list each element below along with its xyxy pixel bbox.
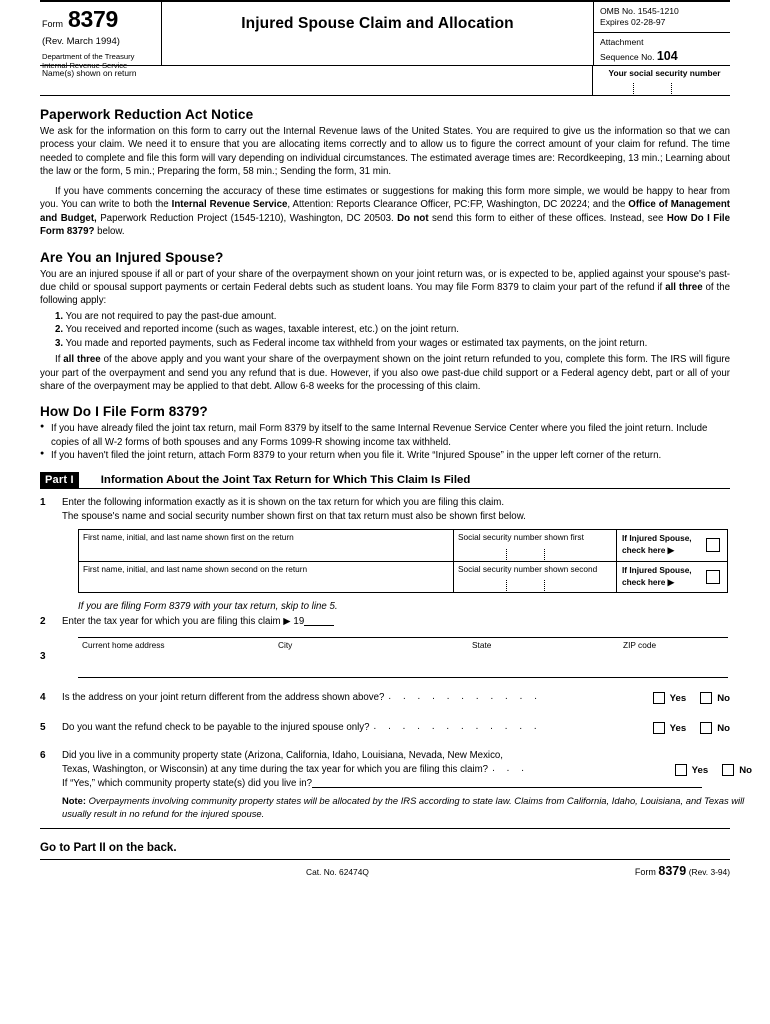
form-masthead xyxy=(40,0,730,71)
go-to-part-2-text: Go to Part II on the back. xyxy=(40,841,177,855)
line-1-text-a: Enter the following information exactly as it is shown on the tax return for which you are filing this claim. xyxy=(62,496,505,508)
injured-spouse-check-cell-2 xyxy=(617,562,727,592)
injured-spouse-closing xyxy=(40,353,730,393)
form-word-label: Form xyxy=(42,19,63,29)
check-label-1a: If Injured Spouse, xyxy=(622,532,692,543)
line-5-no-checkbox[interactable] xyxy=(700,722,712,734)
omb-block xyxy=(594,2,730,33)
dot-leader: . . . . . . . . . . . xyxy=(388,691,542,703)
line-5-number: 5 xyxy=(40,722,46,734)
zip-code-label: ZIP code xyxy=(623,640,657,651)
table-row xyxy=(79,561,727,592)
ssn-label-1: Social security number shown first xyxy=(458,531,584,542)
injured-spouse-checkbox-2[interactable] xyxy=(706,570,720,584)
masthead-omb-cell xyxy=(593,2,730,65)
line-6-text-b: Texas, Washington, or Wisconsin) at any time during the tax year for which you are filing this claim? xyxy=(62,764,489,776)
line-2-text-wrap xyxy=(62,615,334,629)
how-to-file-heading: How Do I File Form 8379? xyxy=(40,404,208,420)
line-6-text-c-wrap xyxy=(62,777,752,791)
your-ssn-field[interactable] xyxy=(593,66,730,95)
names-shown-field[interactable] xyxy=(40,66,593,95)
line-4-number: 4 xyxy=(40,692,46,704)
line-4-row xyxy=(40,691,730,705)
list-item xyxy=(40,323,730,336)
form-title: Injured Spouse Claim and Allocation xyxy=(241,15,514,32)
line-5-answer-group xyxy=(653,721,730,734)
line-6-yes-checkbox[interactable] xyxy=(675,764,687,776)
is-closing-allthree: all three xyxy=(63,354,101,366)
footer-rule xyxy=(40,859,730,860)
ssn-field-2[interactable] xyxy=(454,562,617,592)
dot-leader: . . . xyxy=(492,763,529,775)
pw-p2-howfile: How Do I File Form 8379? xyxy=(40,212,730,238)
current-home-address-label: Current home address xyxy=(82,640,165,651)
ssn-divider-ticks xyxy=(454,549,616,560)
state-label: State xyxy=(472,640,492,651)
list-item xyxy=(40,310,730,323)
line-6-text-c: If “Yes,” which community property state(s) did you live in? xyxy=(62,778,313,790)
line-3-row xyxy=(40,637,730,678)
line-6-question-line xyxy=(62,763,752,777)
ssn-field-1[interactable] xyxy=(454,530,617,561)
community-property-states-input[interactable] xyxy=(312,777,702,788)
attachment-block xyxy=(594,33,730,65)
how-to-file-bullets xyxy=(40,422,730,462)
line-6-note-label: Note: xyxy=(62,795,86,807)
is-closing-b: of the above apply and you want your share of the overpayment shown on the joint return refunded to you, complete this form. The IRS will figure your part of the overpayment and send you any refund that is due. However, if you also owe past-due child support or a Federal agency debt, part or all of your share of the overpayment may be applied to that debt. Allow 6-8 weeks for the processing of this claim. xyxy=(40,354,730,392)
criteria-num-1: 1. xyxy=(55,310,64,322)
catalog-number: Cat. No. 62474Q xyxy=(306,867,369,878)
pw-p2-a: If you have comments concerning the accuracy of these time estimates or suggestions for making this form more simple, we would be happy to hear from you. You can write to both the xyxy=(40,185,730,211)
part-1-title: Information About the Joint Tax Return for Which This Claim Is Filed xyxy=(100,473,471,486)
paperwork-paragraph-2 xyxy=(40,185,730,239)
is-intro-b: of the following apply: xyxy=(40,281,730,307)
masthead-form-identity xyxy=(40,2,162,71)
line-5-text: Do you want the refund check to be payable to the injured spouse only? xyxy=(62,722,370,734)
criteria-text-1: You are not required to pay the past-due amount. xyxy=(65,310,277,322)
criteria-text-3: You made and reported payments, such as Federal income tax withheld from your wages or estimated tax payments, on the joint return. xyxy=(65,337,648,349)
injured-spouse-criteria-list xyxy=(40,310,730,350)
line-6-yes-label: Yes xyxy=(691,764,709,776)
footer-row xyxy=(40,864,730,878)
line-6-answer-group xyxy=(675,763,752,776)
masthead-title-cell xyxy=(162,2,593,65)
list-item: ● If you haven't filed the joint return, attach Form 8379 to your return when you file it. Write “Injured Spouse” in the upper left corner of the return. xyxy=(40,449,730,462)
pw-p2-c: , Attention: Reports Clearance Officer, PC:FP, Washington, DC 20224; and the xyxy=(287,199,629,211)
department-line-2: Internal Revenue Service xyxy=(42,61,128,71)
line-1-number: 1 xyxy=(40,496,46,508)
line-2-row xyxy=(40,615,730,629)
line-6-row xyxy=(40,749,752,820)
first-name-field-2[interactable] xyxy=(79,562,454,592)
first-name-field-1[interactable] xyxy=(79,530,454,561)
your-ssn-label: Your social security number xyxy=(608,68,721,78)
pw-p2-d: Paperwork Reduction Project (1545-1210), Washington, DC 20503. xyxy=(96,212,398,224)
line-6-note-text: Overpayments involving community property states will be allocated by the IRS according to state law. Claims from California, Idaho, Louisiana, and Texas will usually result in no refund for the injured spouse. xyxy=(62,795,745,820)
taxpayer-identity-row xyxy=(40,66,730,96)
pw-p2-donot: Do not xyxy=(397,212,429,224)
line-6-note xyxy=(62,794,752,820)
injured-spouse-check-cell-1 xyxy=(617,530,727,561)
line-4-yes-checkbox[interactable] xyxy=(653,692,665,704)
line-4-text: Is the address on your joint return different from the address shown above? xyxy=(62,692,385,704)
line-4-no-checkbox[interactable] xyxy=(700,692,712,704)
check-label-1b: check here ▶ xyxy=(622,544,675,555)
table-row xyxy=(79,530,727,561)
part-1-tag: Part I xyxy=(40,472,79,488)
skip-to-line5-note: If you are filing Form 8379 with your tax return, skip to line 5. xyxy=(78,600,338,612)
line-5-no-label: No xyxy=(717,722,730,734)
paperwork-paragraph-1: We ask for the information on this form to carry out the Internal Revenue laws of the United States. You are required to give us the information so that we can process your claim. We need it to ensure that you are allocating items correctly and to allow us to figure the correct amount of your claim for refund. The time needed to complete and file this form will vary depending on individual circumstances. The estimated average times are: Recordkeeping, 13 min.; Learning about the law or the form, 5 min.; Preparing the form, 58 min.; Sending the form, 31 min. xyxy=(40,126,730,178)
line-6-no-label: No xyxy=(739,764,752,776)
injured-spouse-intro xyxy=(40,268,730,308)
footer-form-word: Form xyxy=(634,867,656,878)
form-number: 8379 xyxy=(68,6,118,32)
skip-to-line5-note-wrap xyxy=(78,600,730,615)
list-item xyxy=(40,337,730,350)
line-1-text-b: The spouse's name and social security number shown first on that tax return must also be shown first below. xyxy=(62,510,526,522)
part1-bottom-rule xyxy=(40,828,730,829)
attachment-label: Attachment xyxy=(600,36,644,47)
line-6-text-a: Did you live in a community property state (Arizona, California, Idaho, Louisiana, Nevada, New Mexico, xyxy=(62,750,503,762)
line-5-yes-label: Yes xyxy=(669,722,687,734)
first-name-label-2: First name, initial, and last name shown second on the return xyxy=(83,563,308,574)
omb-expiry: Expires 02-28-97 xyxy=(600,17,666,28)
department-line-1: Department of the Treasury xyxy=(42,52,135,61)
criteria-num-3: 3. xyxy=(55,337,64,349)
line-6-no-checkbox[interactable] xyxy=(722,764,734,776)
criteria-text-2: You received and reported income (such as wages, taxable interest, etc.) on the joint return. xyxy=(65,324,459,336)
line-4-answer-group xyxy=(653,691,730,704)
dot-leader: . . . . . . . . . . . . xyxy=(373,721,542,733)
list-item: ● If you have already filed the joint tax return, mail Form 8379 by itself to the same Internal Revenue Service Center where you filed the joint return. Include copies of all W-2 forms of both spouses and any Forms 1099-R showing income tax withheld. xyxy=(40,422,730,449)
omb-number: OMB No. 1545-1210 xyxy=(600,6,679,16)
line-4-no-label: No xyxy=(717,692,730,704)
line-2-text: Enter the tax year for which you are filing this claim ▶ 19 xyxy=(62,616,305,628)
line-6-number: 6 xyxy=(40,750,46,762)
criteria-num-2: 2. xyxy=(55,324,64,336)
names-shown-label: Name(s) shown on return xyxy=(42,68,137,78)
tax-year-input[interactable] xyxy=(304,615,334,626)
line-2-number: 2 xyxy=(40,616,46,628)
line-1-text xyxy=(62,496,526,524)
pw-p2-f: below. xyxy=(94,226,125,238)
sequence-number: 104 xyxy=(656,48,678,63)
footer-form-identity xyxy=(635,864,730,878)
line-6-body xyxy=(62,749,752,820)
joint-return-name-grid xyxy=(78,529,728,593)
check-label-2a: If Injured Spouse, xyxy=(622,564,692,575)
injured-spouse-checkbox-1[interactable] xyxy=(706,538,720,552)
pw-p2-irs: Internal Revenue Service xyxy=(171,199,288,211)
pw-p2-omb: Office of Management and Budget, xyxy=(40,199,730,224)
footer-revision: (Rev. 3-94) xyxy=(688,867,730,878)
is-intro-allthree: all three xyxy=(665,281,703,293)
sequence-label: Sequence No. xyxy=(600,51,655,62)
line-4-yes-label: Yes xyxy=(669,692,687,704)
line-5-row xyxy=(40,721,730,735)
ssn-divider-ticks xyxy=(454,580,616,591)
line-1-row xyxy=(40,496,730,524)
footer-form-number: 8379 xyxy=(658,864,687,879)
form-revision-date: (Rev. March 1994) xyxy=(42,36,120,47)
home-address-block[interactable] xyxy=(78,637,728,678)
paperwork-heading: Paperwork Reduction Act Notice xyxy=(40,107,254,122)
first-name-label-1: First name, initial, and last name shown first on the return xyxy=(83,531,294,542)
check-label-2b: check here ▶ xyxy=(622,576,675,587)
line-3-number: 3 xyxy=(40,651,46,663)
city-label: City xyxy=(278,640,293,651)
line-5-yes-checkbox[interactable] xyxy=(653,722,665,734)
part-1-header xyxy=(40,472,730,489)
ssn-label-2: Social security number shown second xyxy=(458,563,598,574)
is-closing-a: If xyxy=(55,354,64,366)
is-intro-a: You are an injured spouse if all or part of your share of the overpayment shown on your joint return was, or is expected to be, applied against your spouse's past-due child or spousal support payments or certain Federal debts such as student loans. You may file Form 8379 to claim your part of the refund if xyxy=(40,268,730,293)
ssn-divider-ticks xyxy=(593,83,730,94)
pw-p2-e: send this form to either of these offices. Instead, see xyxy=(428,212,667,224)
injured-spouse-heading: Are You an Injured Spouse? xyxy=(40,249,224,265)
